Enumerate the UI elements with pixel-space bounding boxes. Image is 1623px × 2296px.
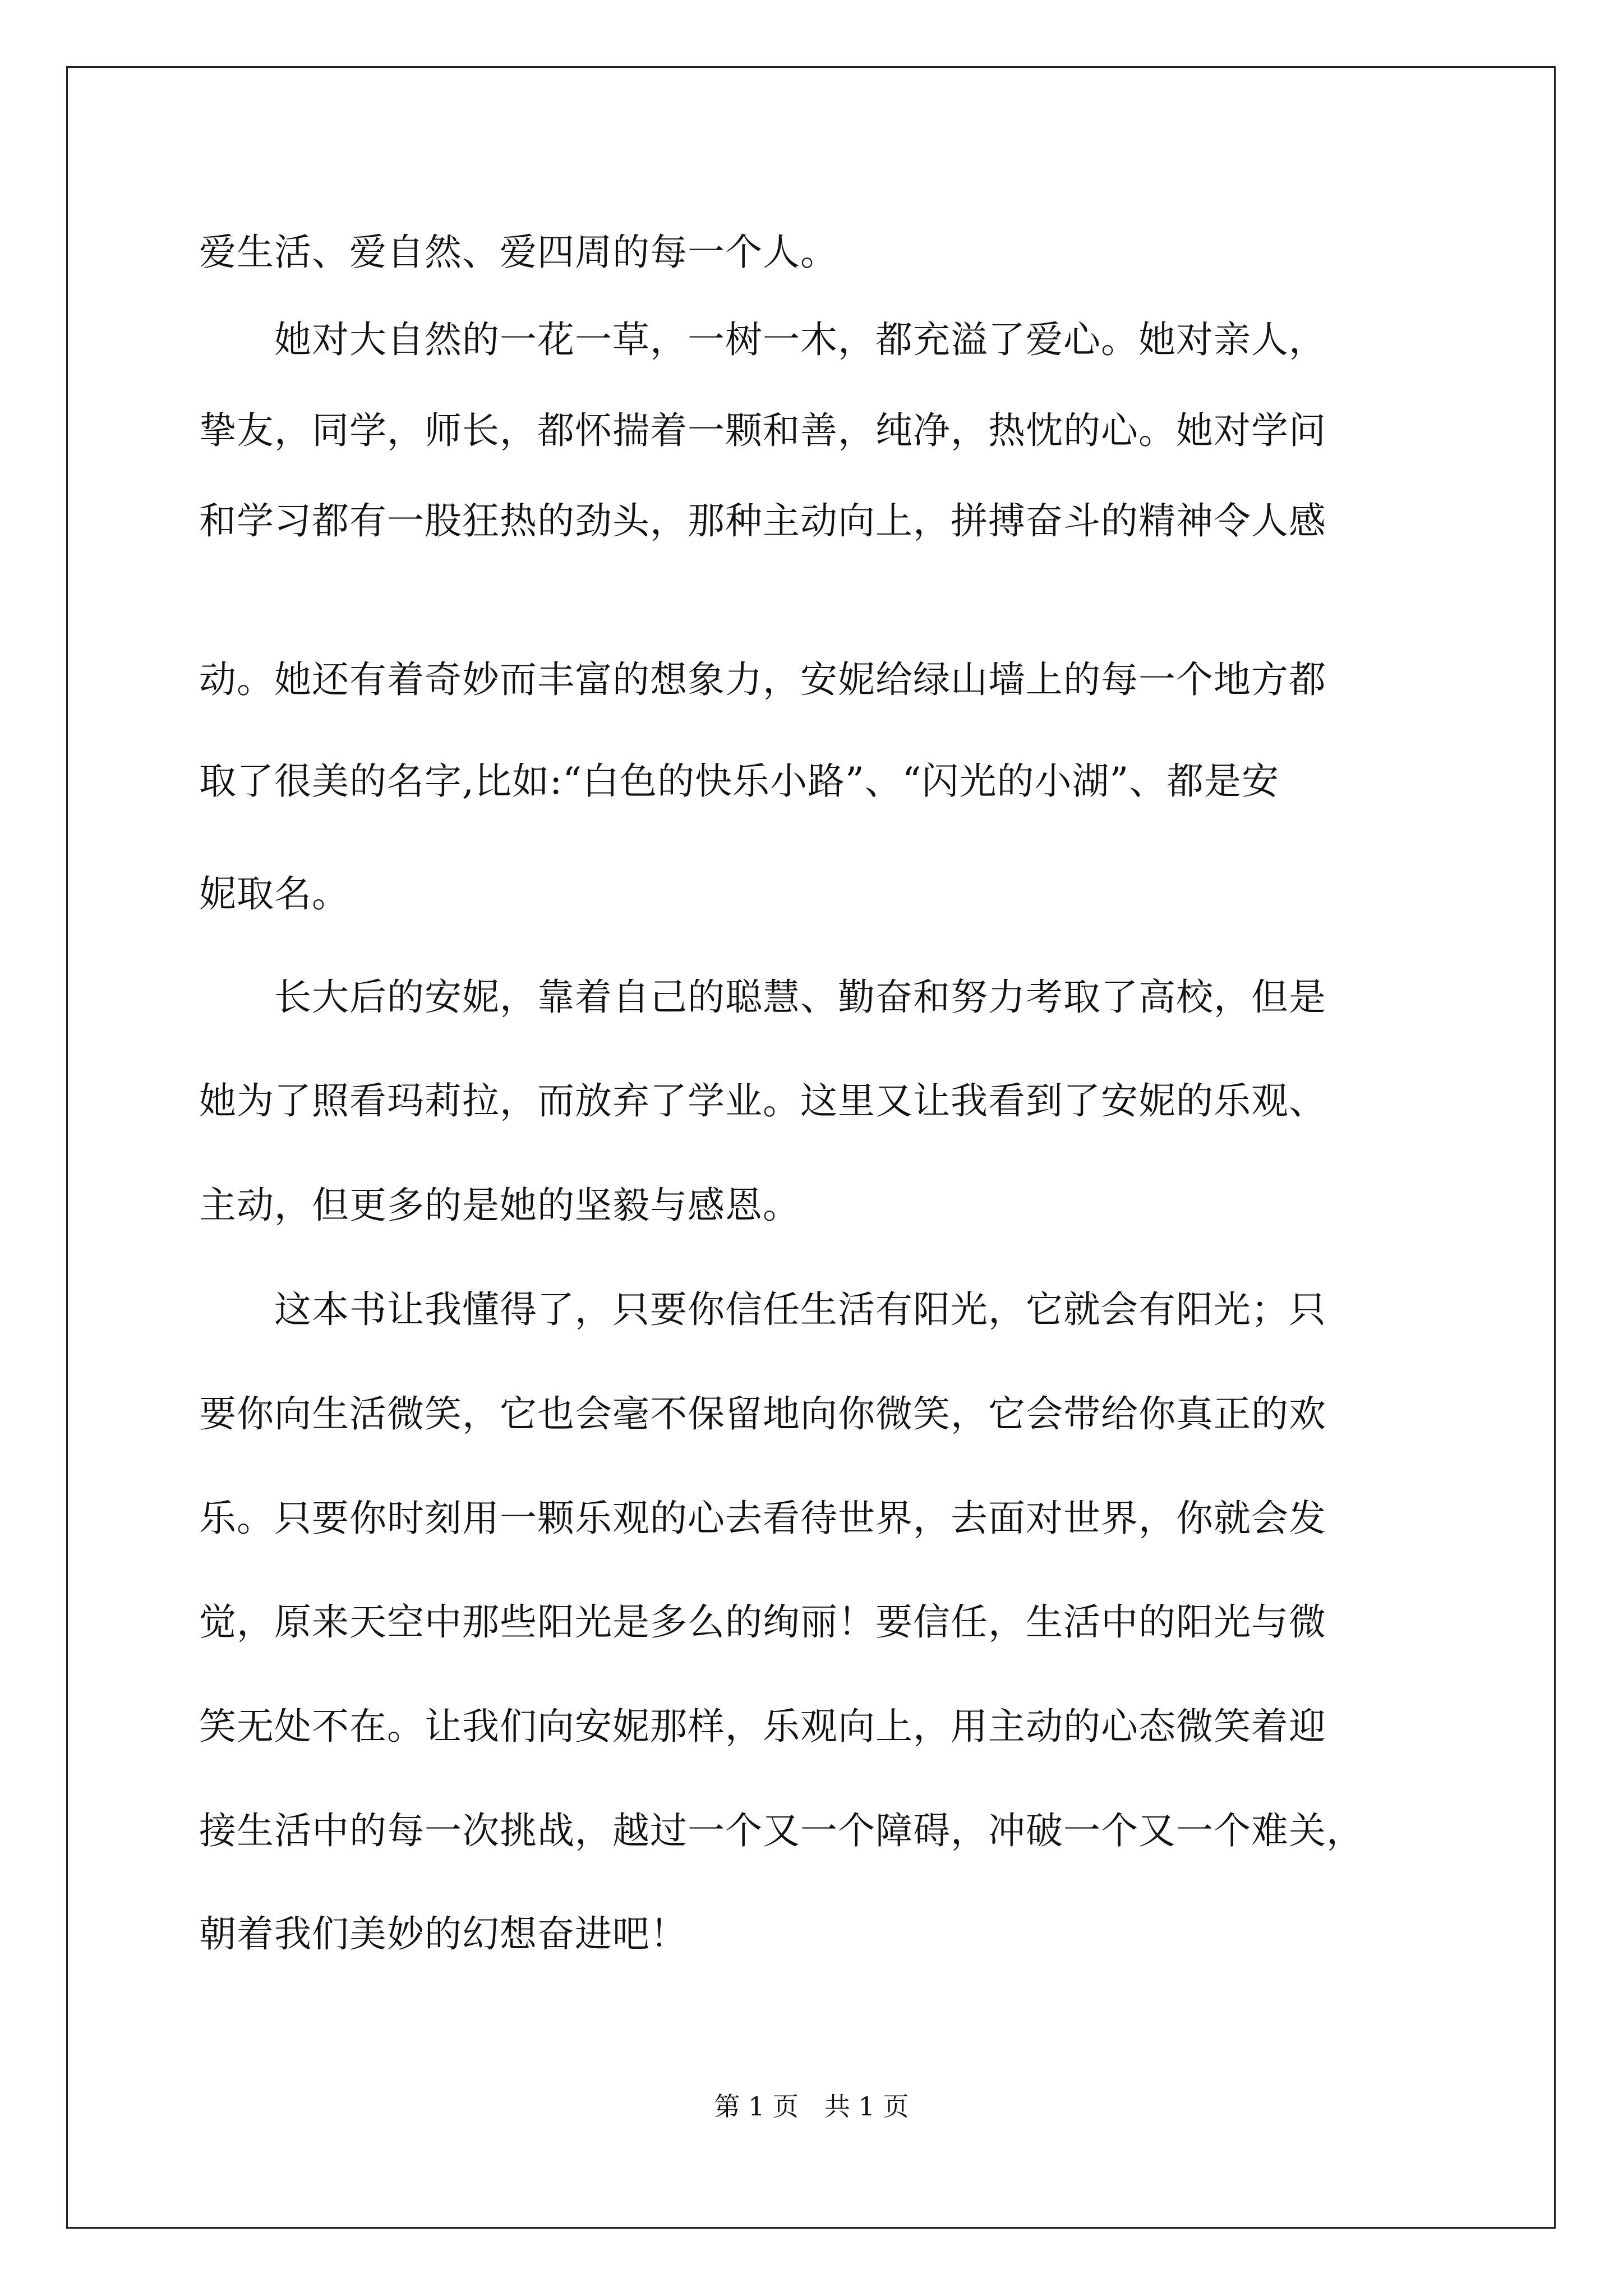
text-line-3: 挚友，同学，师长，都怀揣着一颗和善，纯净，热忱的心。她对学问 [199, 409, 1326, 452]
text-line-6: 取了很美的名字,比如:“白色的快乐小路”、“闪光的小湖”、都是安 [199, 760, 1280, 803]
text-line-5: 动。她还有着奇妙而丰富的想象力，安妮给绿山墙上的每一个地方都 [199, 658, 1326, 701]
text-line-14: 觉，原来天空中那些阳光是多么的绚丽！要信任，生活中的阳光与微 [199, 1600, 1326, 1644]
page-number-footer: 第 1 页 共 1 页 [714, 2091, 909, 2122]
text-line-11: 这本书让我懂得了，只要你信任生活有阳光，它就会有阳光；只 [199, 1288, 1326, 1331]
text-line-12: 要你向生活微笑，它也会毫不保留地向你微笑，它会带给你真正的欢 [199, 1392, 1326, 1435]
text-line-16: 接生活中的每一次挑战，越过一个又一个障碍，冲破一个又一个难关， [199, 1809, 1364, 1852]
text-line-17: 朝着我们美妙的幻想奋进吧！ [199, 1912, 688, 1955]
text-line-13: 乐。只要你时刻用一颗乐观的心去看待世界，去面对世界，你就会发 [199, 1497, 1326, 1540]
text-line-2: 她对大自然的一花一草，一树一木，都充溢了爱心。她对亲人， [199, 318, 1326, 361]
text-line-10: 主动，但更多的是她的坚毅与感恩。 [199, 1184, 800, 1227]
text-line-4: 和学习都有一股狂热的劲头，那种主动向上，拼搏奋斗的精神令人感 [199, 499, 1326, 542]
text-line-15: 笑无处不在。让我们向安妮那样，乐观向上，用主动的心态微笑着迎 [199, 1705, 1326, 1748]
text-line-7: 妮取名。 [199, 872, 349, 915]
text-line-9: 她为了照看玛莉拉，而放弃了学业。这里又让我看到了安妮的乐观、 [199, 1079, 1326, 1122]
text-line-1: 爱生活、爱自然、爱四周的每一个人。 [199, 231, 838, 274]
page-frame [66, 66, 1556, 2229]
text-line-8: 长大后的安妮，靠着自己的聪慧、勤奋和努力考取了高校，但是 [199, 976, 1326, 1019]
